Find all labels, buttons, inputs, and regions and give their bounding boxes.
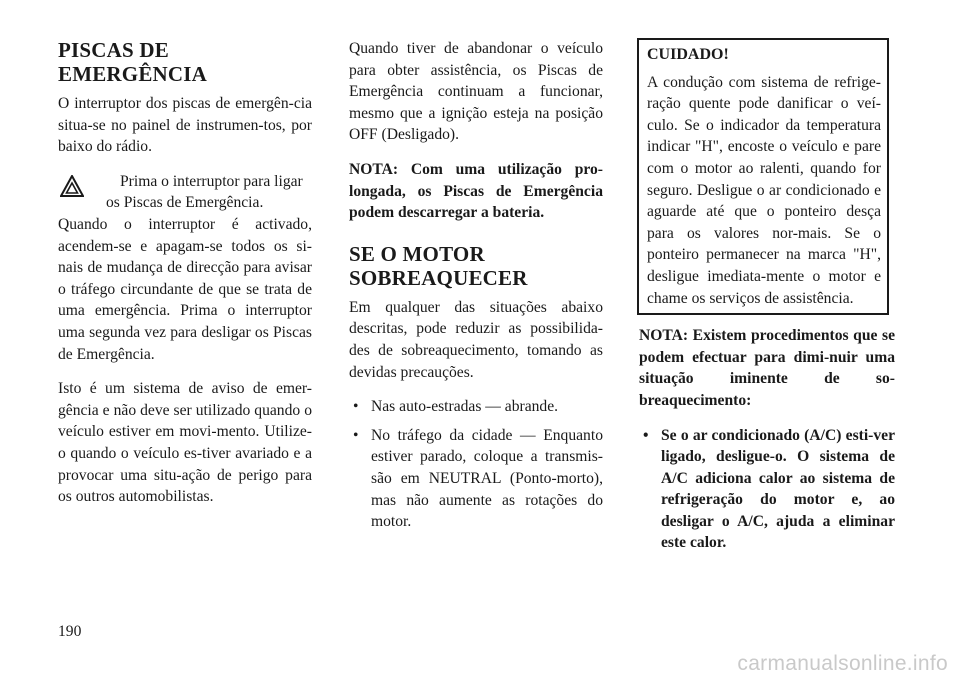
paragraph: Quando tiver de abandonar o veículo para obter assistência, os Piscas de Emergência continuam a funcionar, mesmo que a ignição esteja na posição OFF (Desligado). <box>349 40 603 144</box>
list-item: • No tráfego da cidade — Enquanto estiver parado, coloque a transmis-são em NEUTRAL (Ponto-morto), mas não aumente as rotações do motor. <box>349 425 603 533</box>
paragraph: Em qualquer das situações abaixo descritas, pode reduzir as possibilida-des de sobreaquecimento, tomando as devidas precauções. <box>349 298 603 381</box>
heading-line: EMERGÊNCIA <box>58 62 208 86</box>
list-item: • Nas auto-estradas — abrande. <box>349 396 603 418</box>
caution-text: A condução com sistema de refrige-ração quente pode danificar o veí-culo. Se o indicador da temperatura indicar "H", encoste o veículo e pare com o motor ao ralenti, quando for seguro. Desligue o ar condicionado e aguarde até que o ponteiro desça para os valores nor-mais. Se o ponteiro permanecer na marca "H", desligue imediata-mente o motor e chame os serviços de assistência. <box>647 73 881 307</box>
paragraph: O interruptor dos piscas de emergên-cia situa-se no painel de instrumen-tos, por baixo do rádio. <box>58 95 312 156</box>
column-right <box>639 38 895 561</box>
caution-box <box>637 38 889 315</box>
section-heading-overheat <box>349 242 603 290</box>
heading-line: PISCAS DE <box>58 38 169 62</box>
caution-title: CUIDADO! <box>647 46 729 63</box>
heading-line: SE O MOTOR <box>349 241 485 266</box>
page-number: 190 <box>58 623 82 640</box>
section-heading-hazard <box>58 38 312 86</box>
bullet-list <box>349 396 603 533</box>
list-item: • Se o ar condicionado (A/C) esti-ver ligado, desligue-o. O sistema de A/C adiciona calor ao sistema de refrigeração do motor e, ao desligar o A/C, ajuda a eliminar este calor. <box>639 425 895 555</box>
column-middle <box>349 38 603 540</box>
hazard-paragraph <box>58 171 312 365</box>
column-left <box>58 38 312 521</box>
note: NOTA: Existem procedimentos que se podem efectuar para dimi-nuir uma situação iminente de so-breaquecimento: <box>639 327 895 409</box>
hazard-text: Quando o interruptor é activado, acendem-se e apagam-se todos os si-nais de mudança de direcção para avisar o tráfego circundante de que se trata de uma emergência. Prima o interruptor uma segunda vez para desligar os Piscas de Emergência. <box>58 215 312 363</box>
heading-line: SOBREAQUECER <box>349 265 528 290</box>
hazard-line-2: os Piscas de Emergência. <box>106 194 264 212</box>
hazard-warning-triangle-icon <box>60 175 84 197</box>
note: NOTA: Com uma utilização pro-longada, os Piscas de Emergência podem descarregar a bateria. <box>349 160 603 222</box>
watermark: carmanualsonline.info <box>737 652 948 675</box>
bullet-list <box>639 425 895 555</box>
paragraph: Isto é um sistema de aviso de emer-gência e não deve ser utilizado quando o veículo estiver em movi-mento. Utilize-o quando o veículo es-tiver avariado e a provocar uma situ-ação de perigo para os outros automobilistas. <box>58 380 312 506</box>
hazard-line-1: Prima o interruptor para ligar <box>120 172 303 190</box>
